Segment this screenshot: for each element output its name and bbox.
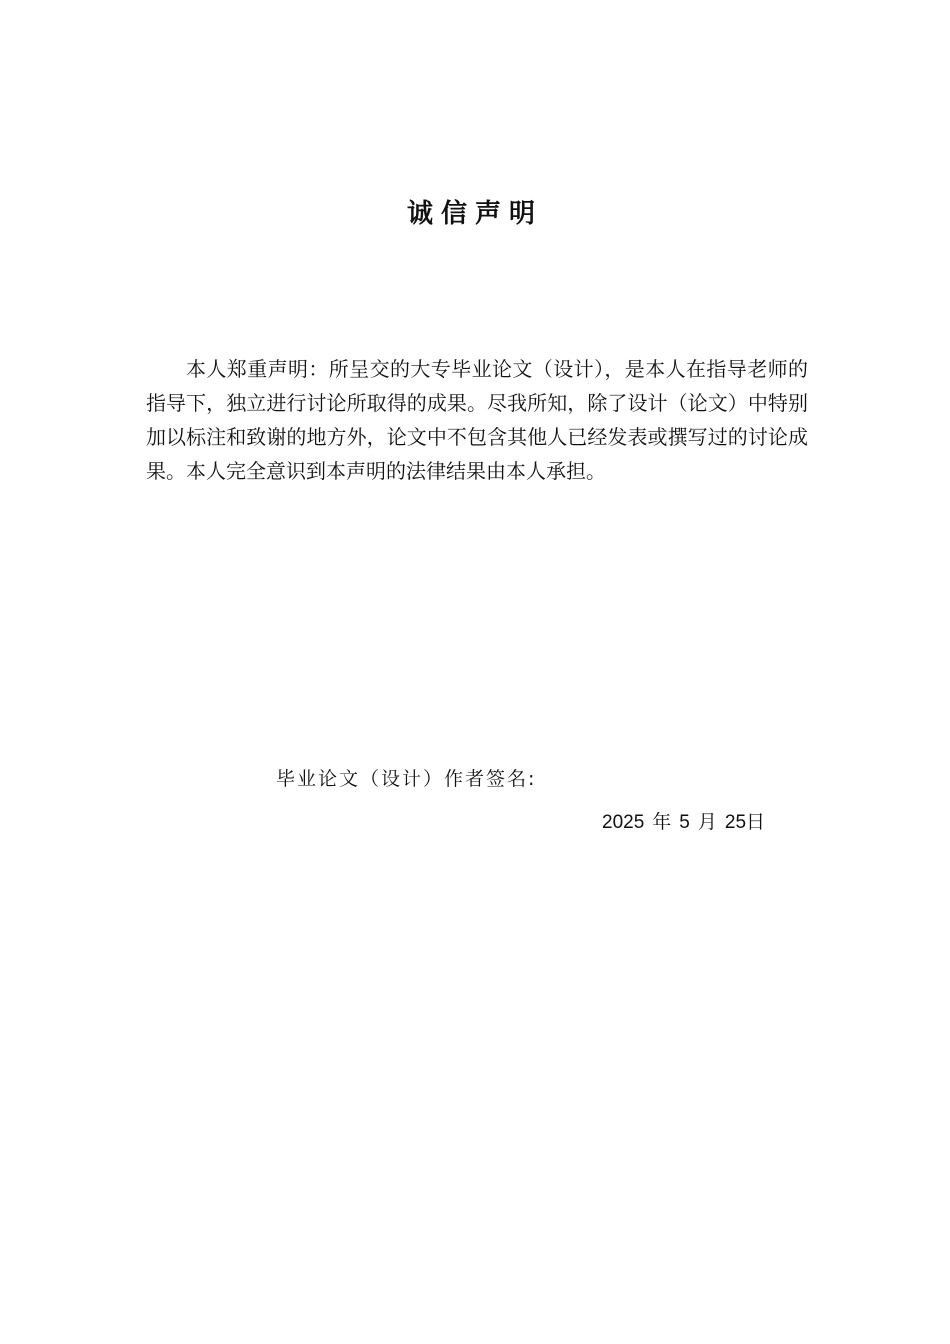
date-year-unit: 年 xyxy=(652,811,672,833)
signature-date xyxy=(602,808,765,837)
date-day-unit: 日 xyxy=(746,811,766,833)
date-month: 5 xyxy=(679,812,690,833)
date-month-unit: 月 xyxy=(697,811,717,833)
statement-paragraph: 本人郑重声明：所呈交的大专毕业论文（设计），是本人在指导老师的指导下，独立进行讨论所取得的成果。尽我所知，除了设计（论文）中特别加以标注和致谢的地方外，论文中不包含其他人已经发表或撰写过的讨论成果。本人完全意识到本声明的法律结果由本人承担。 xyxy=(146,357,808,483)
date-year: 2025 xyxy=(602,812,645,833)
signature-label: 毕业论文（设计）作者签名: xyxy=(276,768,537,790)
date-day: 25 xyxy=(724,812,747,833)
page-title: 诚信声明 xyxy=(406,199,543,229)
